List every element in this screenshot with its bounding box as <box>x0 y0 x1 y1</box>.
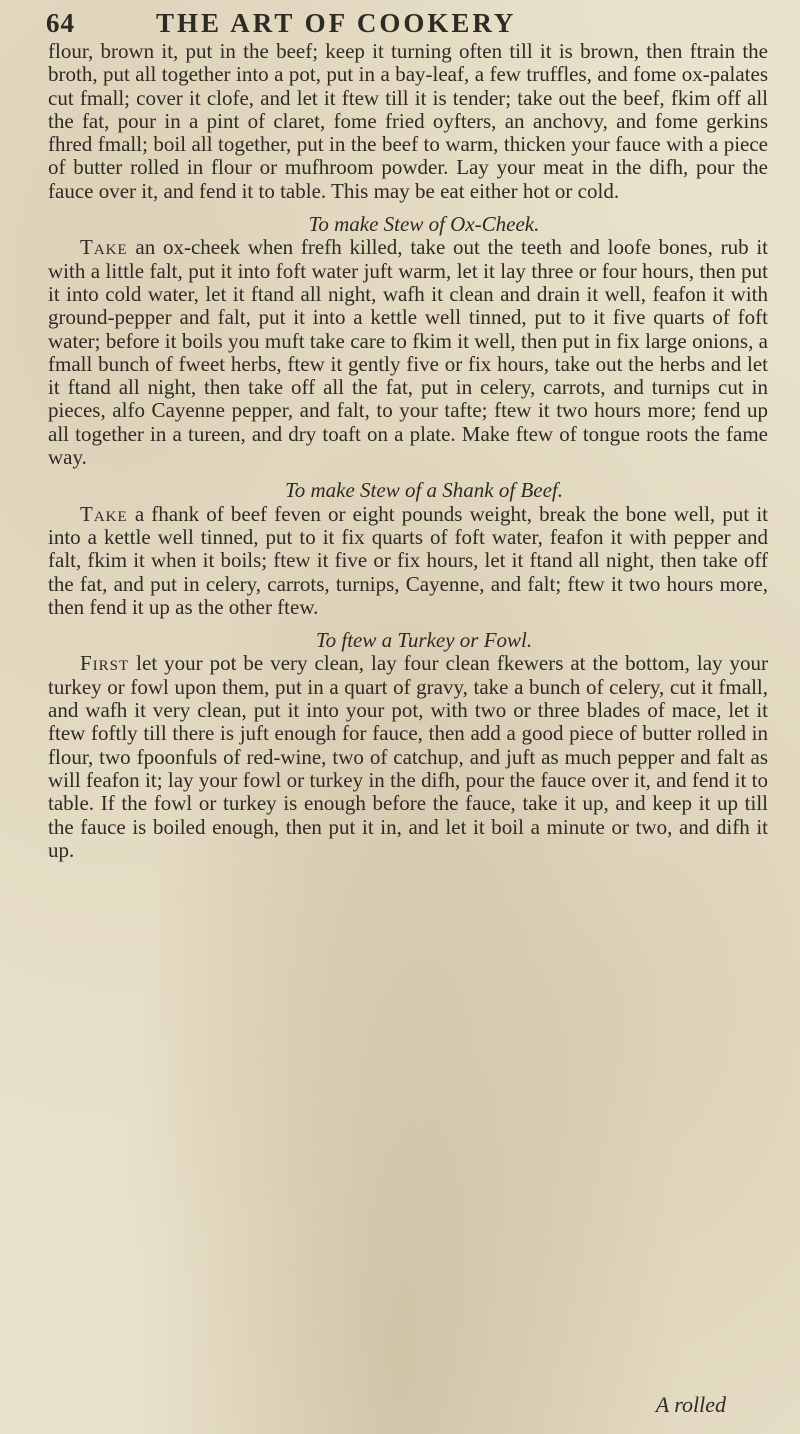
lead-word: Take <box>80 501 128 526</box>
section-paragraph-turkey-or-fowl <box>48 652 768 862</box>
catchword: A rolled <box>655 1392 726 1417</box>
paragraph-text: let your pot be very clean, lay four clean fkewers at the bottom, lay your turkey or fowl upon them, put in a quart of gravy, take a bunch of celery, cut it fmall, and wafh it very clean, put it into your pot, with two or three blades of mace, let it ftew foftly till there is juft enough for fauce, then add a good piece of butter rolled in flour, two fpoonfuls of red-wine, two of catchup, and juft as much pepper and falt as will feafon it; lay your fowl or turkey in the difh, pour the fauce over it, and fend it to table. If the fowl or turkey is enough before the fauce, take it up, and keep it up till the fauce is boiled enough, then put it in, and let it boil a minute or two, and difh it up. <box>48 651 768 862</box>
page-body <box>48 40 768 862</box>
section-heading-shank-of-beef: To make Stew of a Shank of Beef. <box>284 478 563 503</box>
section-heading-ox-cheek: To make Stew of Ox-Cheek. <box>308 212 540 237</box>
lead-word: Take <box>80 235 128 260</box>
section-paragraph-ox-cheek <box>48 236 768 469</box>
section-paragraph-shank-of-beef <box>48 503 768 619</box>
running-title: THE ART OF COOKERY <box>156 8 517 38</box>
page-number: 64 <box>46 8 75 38</box>
book-page <box>22 0 782 1434</box>
section-heading-turkey-or-fowl: To ftew a Turkey or Fowl. <box>315 628 533 653</box>
paragraph-text: a fhank of beef feven or eight pounds weight, break the bone well, put it into a kettle well tinned, put to it fix quarts of foft water, feafon it with pepper and falt, fkim it when it boils; ftew it five or fix hours, let it ftand all night, then take off the fat, and put in celery, carrots, turnips, Cayenne, and falt; ftew it two hours more, then fend it up as the other ftew. <box>48 501 768 619</box>
lead-word: First <box>80 651 130 676</box>
continued-paragraph: flour, brown it, put in the beef; keep it turning often till it is brown, then ftrain the broth, put all together into a pot, put in a bay-leaf, a few truffles, and fome ox-palates cut fmall; cover it clofe, and let it ftew till it is tender; take out the beef, fkim off all the fat, pour in a pint of claret, fome fried oyfters, an anchovy, and fome gerkins fhred fmall; boil all together, put in the beef to warm, thicken your fauce with a piece of butter rolled in flour or mufhroom powder. Lay your meat in the difh, pour the fauce over it, and fend it to table. This may be eat either hot or cold. <box>48 39 768 203</box>
paragraph-text: an ox-cheek when frefh killed, take out the teeth and loofe bones, rub it with a little falt, put it into foft water juft warm, let it lay three or four hours, then put it into cold water, let it ftand all night, wafh it clean and drain it well, feafon it with ground-pepper and falt, put it into a kettle well tinned, put to it five quarts of foft water; before it boils you muft take care to fkim it well, then put in fix large onions, a fmall bunch of fweet herbs, ftew it gently five or fix hours, take out the herbs and let it ftand all night, then take off all the fat, put in celery, carrots, and turnips cut in pieces, alfo Cayenne pepper, and falt, to your tafte; ftew it two hours more; fend up all together in a tureen, and dry toaft on a plate. Make ftew of tongue roots the fame way. <box>48 235 768 470</box>
